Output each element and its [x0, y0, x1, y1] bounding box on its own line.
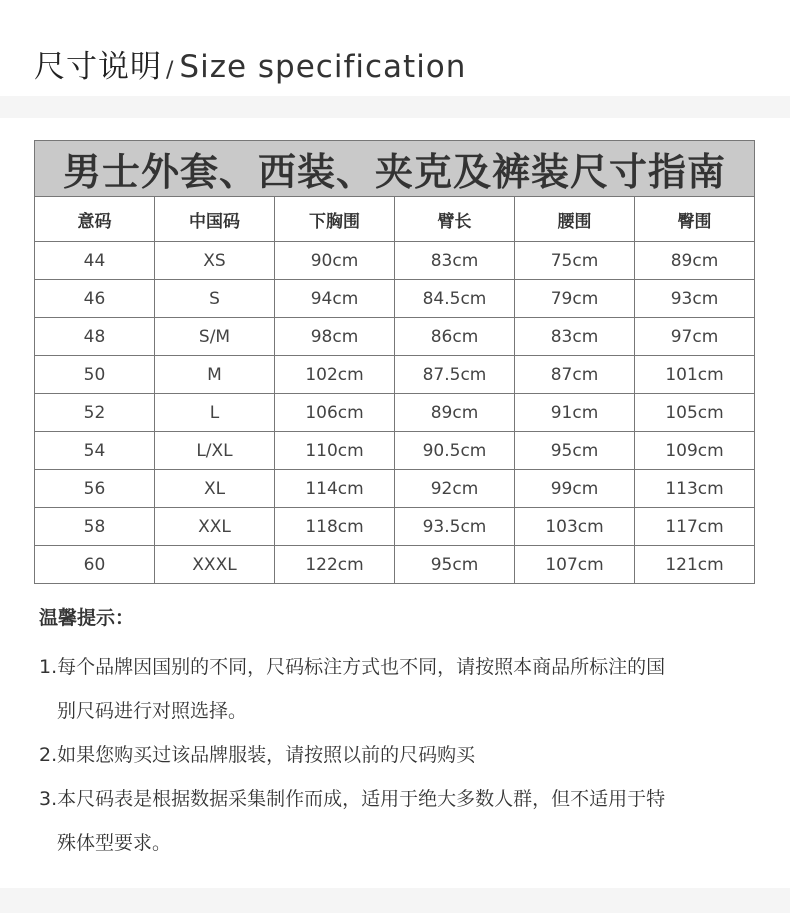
column-header-eu-size: 意码: [35, 197, 155, 242]
column-header-chest: 下胸围: [275, 197, 395, 242]
page-title: [34, 44, 466, 95]
cell-waist: 99cm: [515, 470, 635, 508]
cell-chest: 122cm: [275, 546, 395, 584]
cell-cn-size: L/XL: [155, 432, 275, 470]
column-header-hip: 臀围: [635, 197, 755, 242]
cell-eu-size: 58: [35, 508, 155, 546]
cell-waist: 87cm: [515, 356, 635, 394]
tip-line-3-continued: 殊体型要求。: [57, 832, 172, 854]
cell-eu-size: 46: [35, 280, 155, 318]
table-row: [35, 546, 755, 584]
tips-section: [39, 603, 759, 865]
table-row: [35, 318, 755, 356]
cell-arm-length: 84.5cm: [395, 280, 515, 318]
cell-waist: 83cm: [515, 318, 635, 356]
cell-arm-length: 87.5cm: [395, 356, 515, 394]
cell-arm-length: 83cm: [395, 242, 515, 280]
cell-chest: 118cm: [275, 508, 395, 546]
cell-arm-length: 89cm: [395, 394, 515, 432]
cell-waist: 95cm: [515, 432, 635, 470]
column-header-waist: 腰围: [515, 197, 635, 242]
cell-eu-size: 50: [35, 356, 155, 394]
cell-arm-length: 95cm: [395, 546, 515, 584]
tips-heading: 温馨提示：: [39, 607, 135, 629]
divider-band-bottom: [0, 888, 790, 913]
cell-waist: 91cm: [515, 394, 635, 432]
table-row: [35, 508, 755, 546]
cell-waist: 75cm: [515, 242, 635, 280]
cell-hip: 101cm: [635, 356, 755, 394]
cell-cn-size: M: [155, 356, 275, 394]
cell-chest: 90cm: [275, 242, 395, 280]
cell-eu-size: 48: [35, 318, 155, 356]
cell-arm-length: 92cm: [395, 470, 515, 508]
cell-chest: 110cm: [275, 432, 395, 470]
size-table: [34, 140, 755, 584]
title-separator: /: [166, 58, 174, 83]
cell-hip: 109cm: [635, 432, 755, 470]
cell-cn-size: XXL: [155, 508, 275, 546]
cell-eu-size: 44: [35, 242, 155, 280]
table-title-row: [35, 141, 755, 197]
table-row: [35, 356, 755, 394]
tip-line-1: 1.每个品牌因国别的不同，尺码标注方式也不同，请按照本商品所标注的国: [39, 656, 666, 678]
table-row: [35, 280, 755, 318]
cell-hip: 117cm: [635, 508, 755, 546]
cell-hip: 105cm: [635, 394, 755, 432]
cell-eu-size: 54: [35, 432, 155, 470]
cell-cn-size: XS: [155, 242, 275, 280]
cell-cn-size: S/M: [155, 318, 275, 356]
table-title: 男士外套、西装、夹克及裤装尺寸指南: [35, 141, 755, 197]
divider-band-top: [0, 96, 790, 118]
table-row: [35, 394, 755, 432]
table-row: [35, 242, 755, 280]
cell-eu-size: 56: [35, 470, 155, 508]
cell-cn-size: L: [155, 394, 275, 432]
cell-eu-size: 52: [35, 394, 155, 432]
cell-hip: 121cm: [635, 546, 755, 584]
cell-waist: 103cm: [515, 508, 635, 546]
cell-hip: 113cm: [635, 470, 755, 508]
title-chinese: 尺寸说明: [34, 49, 162, 85]
tip-line-2: 2.如果您购买过该品牌服装，请按照以前的尺码购买: [39, 744, 476, 766]
cell-arm-length: 93.5cm: [395, 508, 515, 546]
table-row: [35, 432, 755, 470]
table-header-row: [35, 197, 755, 242]
cell-waist: 79cm: [515, 280, 635, 318]
cell-arm-length: 90.5cm: [395, 432, 515, 470]
table-row: [35, 470, 755, 508]
title-english: Size specification: [179, 49, 467, 85]
size-chart: [34, 140, 755, 584]
cell-eu-size: 60: [35, 546, 155, 584]
cell-cn-size: XL: [155, 470, 275, 508]
cell-cn-size: XXXL: [155, 546, 275, 584]
cell-chest: 114cm: [275, 470, 395, 508]
cell-chest: 102cm: [275, 356, 395, 394]
cell-cn-size: S: [155, 280, 275, 318]
cell-arm-length: 86cm: [395, 318, 515, 356]
cell-hip: 93cm: [635, 280, 755, 318]
cell-hip: 97cm: [635, 318, 755, 356]
cell-chest: 106cm: [275, 394, 395, 432]
cell-waist: 107cm: [515, 546, 635, 584]
page-header: [0, 0, 790, 96]
tip-line-1-continued: 别尺码进行对照选择。: [57, 700, 248, 722]
cell-chest: 98cm: [275, 318, 395, 356]
column-header-arm-length: 臂长: [395, 197, 515, 242]
tip-line-3: 3.本尺码表是根据数据采集制作而成，适用于绝大多数人群，但不适用于特: [39, 788, 666, 810]
column-header-cn-size: 中国码: [155, 197, 275, 242]
cell-chest: 94cm: [275, 280, 395, 318]
cell-hip: 89cm: [635, 242, 755, 280]
